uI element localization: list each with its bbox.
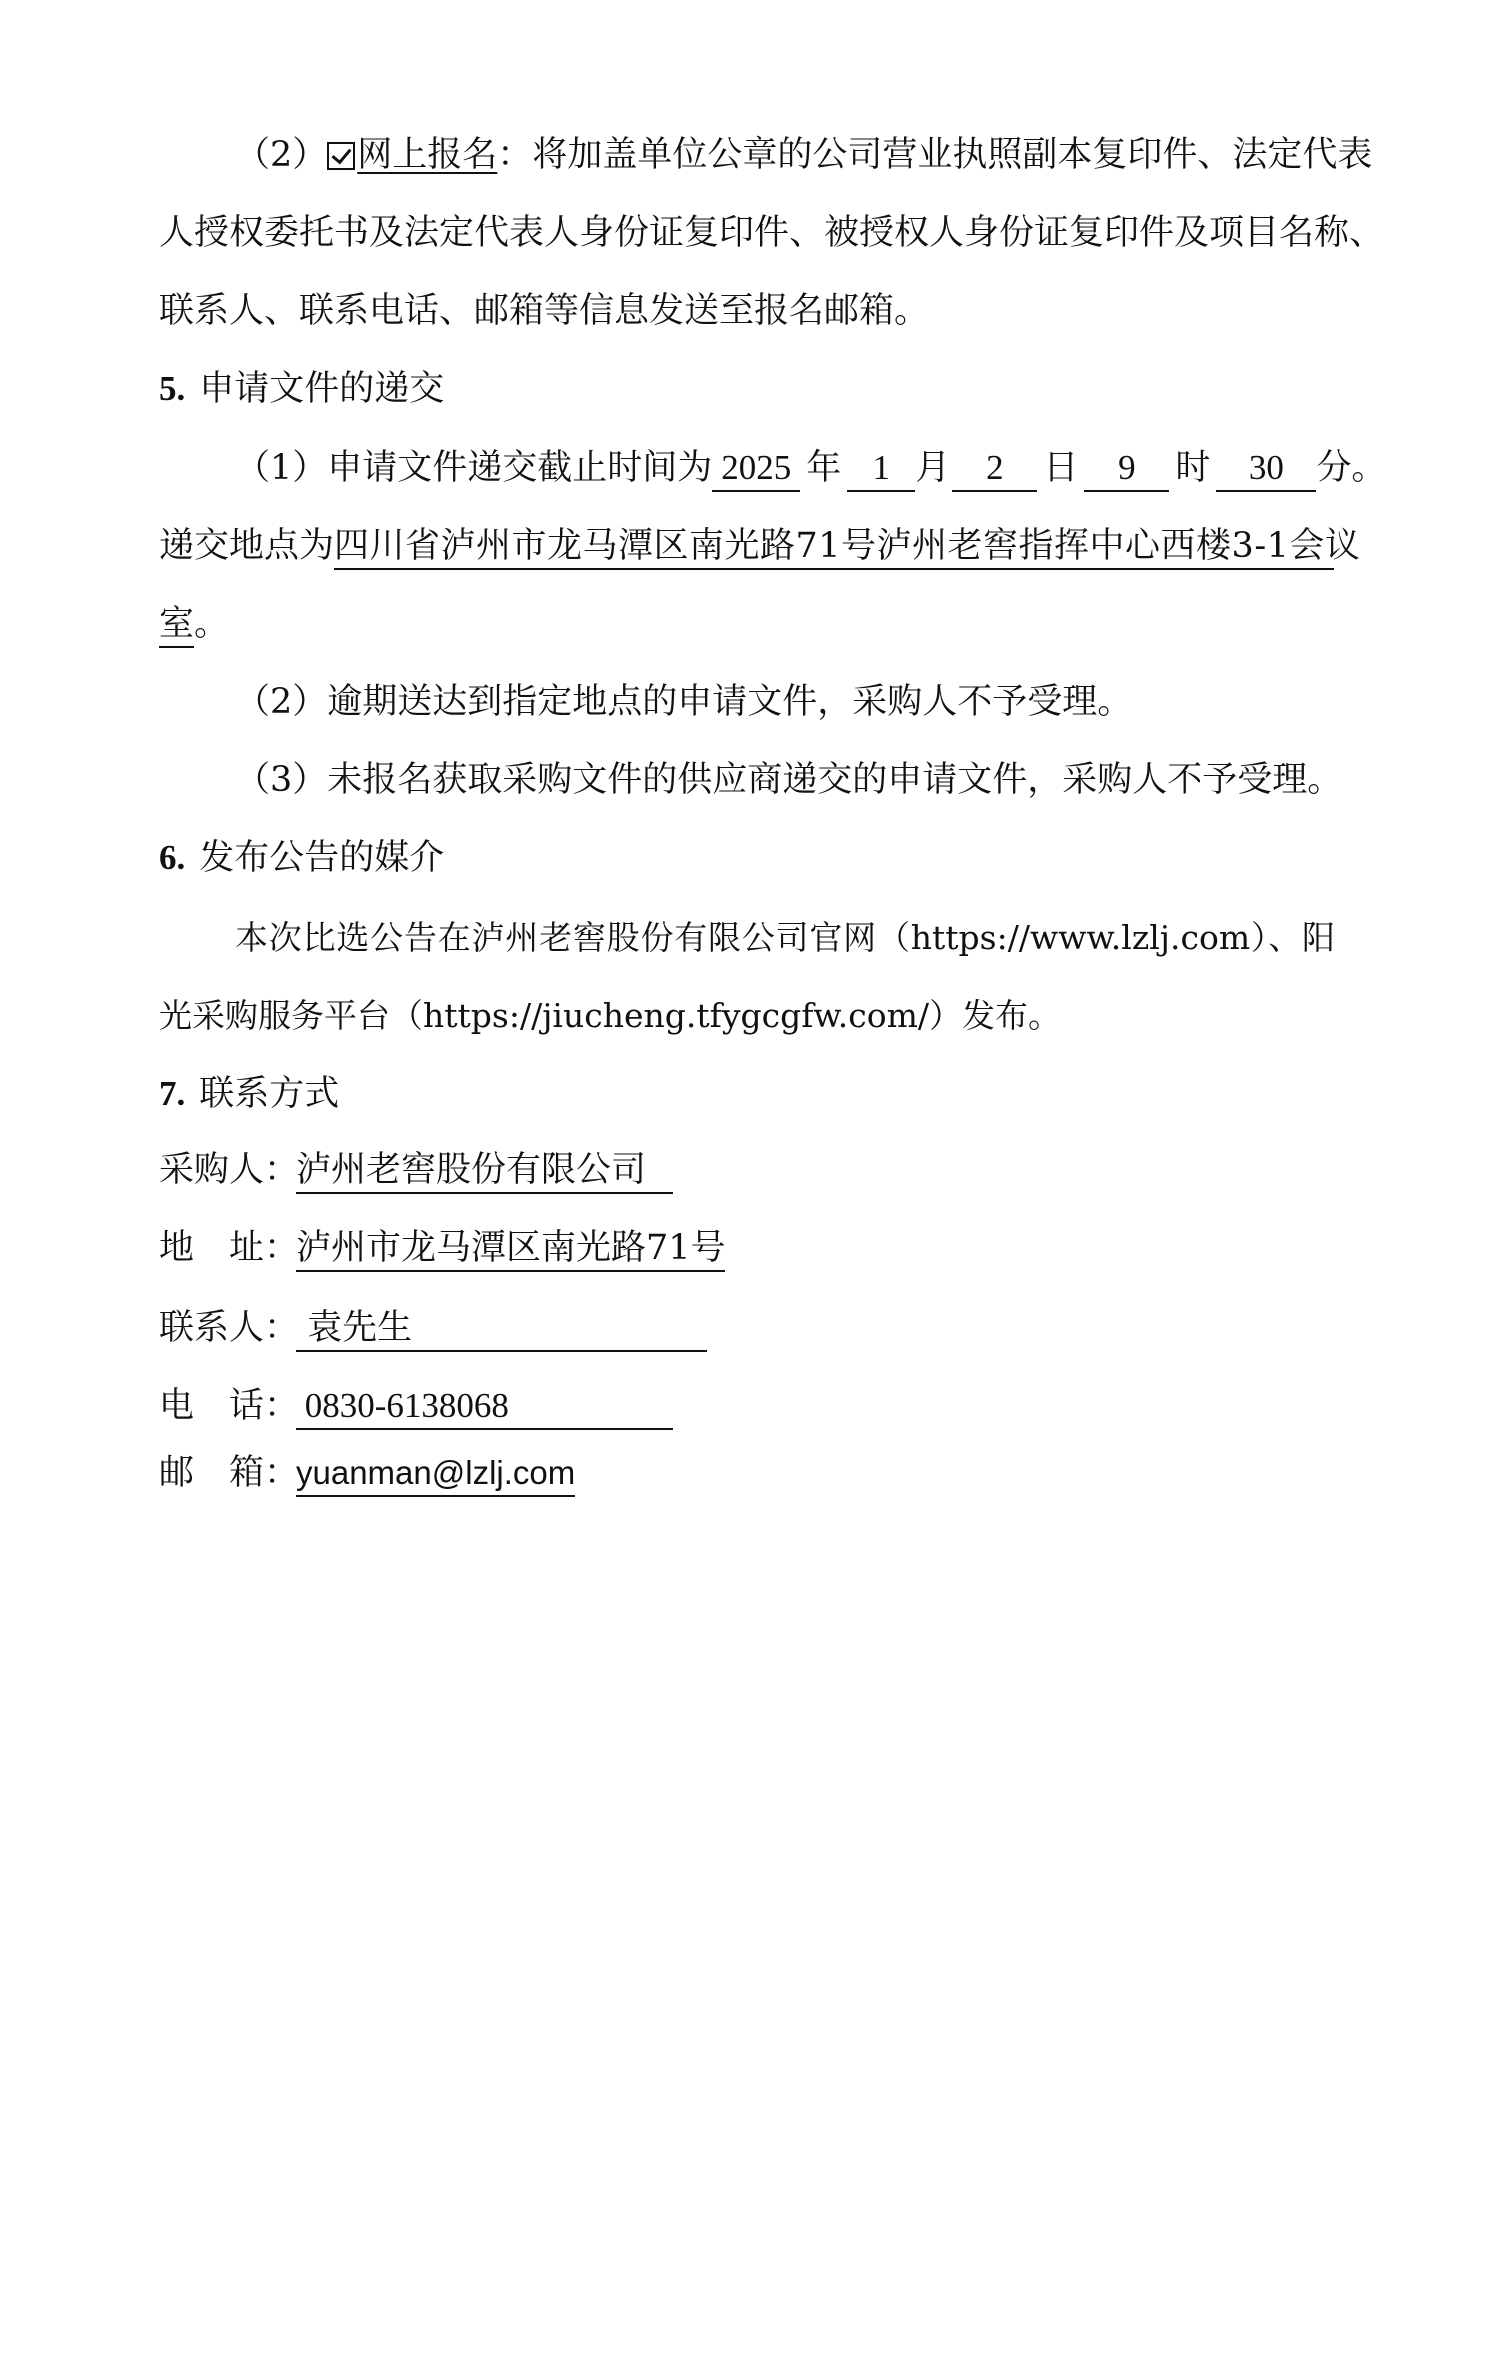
submission-location-line-1 [159, 520, 1361, 572]
section-number: 7. [159, 1074, 186, 1113]
contact-label: 地 址： [159, 1228, 300, 1268]
section-title: 发布公告的媒介 [199, 838, 445, 878]
section-5-heading [159, 363, 444, 415]
option-label: 网上报名 [357, 135, 498, 175]
contact-row-email [159, 1447, 575, 1499]
deadline-prefix: （1）申请文件递交截止时间为 [235, 448, 713, 488]
section-number: 5. [159, 369, 186, 408]
location-prefix: 递交地点为 [159, 526, 335, 566]
section-6-heading [159, 832, 444, 884]
paragraph-text: 将加盖单位公章的公司营业执照副本复印件、法定代表 [532, 135, 1373, 175]
contact-row-purchaser [159, 1144, 673, 1196]
unregistered-submission-rule: （3）未报名获取采购文件的供应商递交的申请文件，采购人不予受理。 [235, 760, 1343, 800]
contact-label: 采购人： [159, 1150, 300, 1190]
item-prefix: （2） [235, 135, 328, 175]
address-value: 泸州市龙马潭区南光路71号 [296, 1226, 725, 1272]
period: 。 [194, 604, 230, 644]
section-title: 联系方式 [199, 1074, 340, 1114]
phone-value: 0830-6138068 [296, 1384, 673, 1430]
contact-row-address [159, 1222, 725, 1274]
checkbox-checked-icon[interactable] [327, 142, 355, 170]
section-number: 6. [159, 838, 186, 877]
contact-person-value: 袁先生 [296, 1306, 707, 1352]
online-registration-line-3: 联系人、联系电话、邮箱等信息发送至报名邮箱。 [159, 291, 930, 331]
month-unit: 月 [915, 448, 951, 488]
contact-label: 电 话： [159, 1386, 300, 1426]
deadline-year-field: 2025 [712, 446, 800, 492]
purchaser-value: 泸州老窖股份有限公司 [296, 1148, 673, 1194]
submission-location-field: 四川省泸州市龙马潭区南光路71号泸州老窖指挥中心西楼3-1会议 [334, 524, 1334, 570]
online-registration-line-2: 人授权委托书及法定代表人身份证复印件、被授权人身份证复印件及项目名称、 [159, 213, 1385, 253]
contact-label: 邮 箱： [159, 1453, 300, 1493]
online-registration-option[interactable] [327, 135, 497, 175]
email-link[interactable]: yuanman@lzlj.com [296, 1451, 575, 1497]
online-registration-line-1 [235, 129, 1373, 181]
section-title: 申请文件的递交 [199, 369, 445, 409]
submission-deadline-line [235, 442, 1386, 494]
publication-media-line-1: 本次比选公告在泸州老窖股份有限公司官网（https://www.lzlj.com）、阳 [235, 918, 1335, 957]
contact-label: 联系人： [159, 1308, 300, 1348]
day-unit: 日 [1043, 448, 1079, 488]
deadline-month-field: 1 [847, 446, 915, 492]
deadline-minute-field: 30 [1216, 446, 1316, 492]
submission-location-field-cont: 室 [159, 602, 194, 648]
colon: ： [497, 135, 533, 175]
late-submission-rule: （2）逾期送达到指定地点的申请文件，采购人不予受理。 [235, 682, 1133, 722]
deadline-hour-field: 9 [1084, 446, 1169, 492]
minute-unit: 分。 [1316, 448, 1387, 488]
submission-location-line-2 [159, 598, 229, 650]
publication-media-line-2: 光采购服务平台（https://jiucheng.tfygcgfw.com/）发布。 [159, 996, 1062, 1035]
section-7-heading [159, 1068, 339, 1120]
year-unit: 年 [806, 448, 842, 488]
contact-row-person [159, 1302, 707, 1354]
contact-row-phone [159, 1380, 673, 1432]
hour-unit: 时 [1175, 448, 1211, 488]
deadline-day-field: 2 [952, 446, 1037, 492]
